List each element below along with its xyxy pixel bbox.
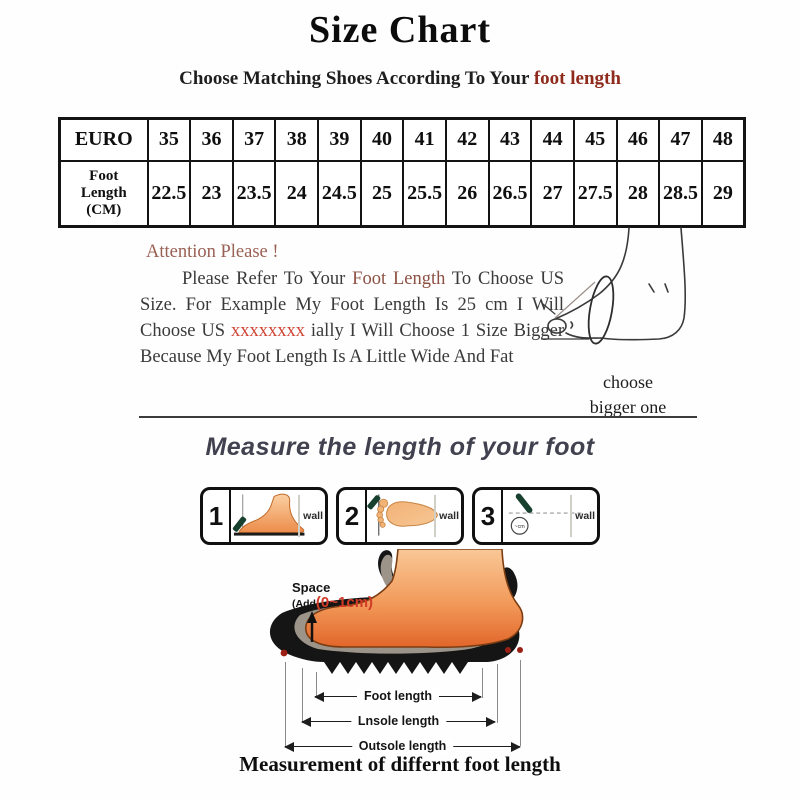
- foot-length-cell: 24: [275, 161, 318, 227]
- choose-note-line: bigger one: [589, 397, 667, 418]
- wall-label: wall: [303, 510, 323, 522]
- arrowhead-left: [284, 742, 294, 752]
- attention-text: To Choose US Size. For Example My Foot Length Is 25 cm I Will Choose US: [140, 269, 564, 341]
- step-number: 1: [203, 490, 231, 542]
- euro-size-cell: 46: [617, 119, 660, 161]
- wall-line: [434, 495, 436, 537]
- foot-length-label-line: (CM): [86, 201, 122, 218]
- euro-size-cell: 36: [190, 119, 233, 161]
- attention-text: Please Refer To Your: [182, 269, 353, 289]
- arrowhead-right: [486, 717, 496, 727]
- step-1-scene: [231, 490, 325, 542]
- foot-length-cell: 27.5: [574, 161, 617, 227]
- measure-section-heading: Measure the length of your foot: [205, 433, 595, 461]
- cm-circle-label: ~cm: [514, 524, 525, 531]
- choose-note-line: choose: [603, 372, 653, 392]
- arrowhead-right: [511, 742, 521, 752]
- euro-size-cell: 40: [361, 119, 404, 161]
- wall-line: [298, 495, 300, 537]
- euro-size-cell: 38: [275, 119, 318, 161]
- measure-label: Lnsole length: [351, 714, 446, 729]
- foot-length-measure: [314, 688, 482, 705]
- attention-text: ially I Will Choose 1 Size Bigger Because My Foot Length Is A Little Wide And Fat: [140, 321, 564, 367]
- space-title: Space: [292, 580, 331, 595]
- foot-length-cell: 22.5: [148, 161, 191, 227]
- page-title: Size Chart: [308, 9, 492, 51]
- foot-length-cell: 28: [617, 161, 660, 227]
- insole-length-measure: [301, 713, 496, 730]
- euro-size-cell: 48: [702, 119, 745, 161]
- subtitle-text: Choose Matching Shoes According To Your: [179, 68, 534, 89]
- foot-length-cell: 23: [190, 161, 233, 227]
- euro-size-cell: 35: [148, 119, 191, 161]
- wall-label: wall: [439, 510, 459, 522]
- foot-length-cell: 26: [446, 161, 489, 227]
- measure-label: Outsole length: [352, 739, 454, 754]
- arrowhead-left: [301, 717, 311, 727]
- measure-step-1: [200, 487, 328, 545]
- guide-line: [497, 664, 498, 723]
- attention-paragraph: [140, 266, 564, 370]
- euro-size-cell: 37: [233, 119, 276, 161]
- foot-length-header-cell: [60, 161, 148, 227]
- guide-line: [520, 660, 521, 746]
- euro-size-cell: 42: [446, 119, 489, 161]
- arrowhead-left: [314, 692, 324, 702]
- size-table-header-row: [60, 119, 745, 161]
- euro-size-cell: 39: [318, 119, 361, 161]
- measure-label: Foot length: [357, 689, 439, 704]
- foot-length-label-line: Length: [80, 184, 127, 201]
- euro-size-cell: 43: [489, 119, 532, 161]
- foot-length-cell: 26.5: [489, 161, 532, 227]
- measure-steps-row: [0, 487, 800, 545]
- euro-header-cell: EURO: [60, 119, 148, 161]
- attention-foot-length-highlight: Foot Length: [352, 269, 446, 289]
- toe-space-label: [292, 580, 373, 612]
- measure-step-2: [336, 487, 464, 545]
- wall-label: wall: [575, 510, 595, 522]
- subtitle: [0, 68, 800, 90]
- step-2-scene: [367, 490, 461, 542]
- foot-length-label-line: Foot: [89, 167, 119, 184]
- foot-length-row: [60, 161, 745, 227]
- step-number: 2: [339, 490, 367, 542]
- attention-heading: Attention Please !: [146, 242, 279, 262]
- measure-step-3: [472, 487, 600, 545]
- euro-size-cell: 45: [574, 119, 617, 161]
- foot-length-cell: 28.5: [659, 161, 702, 227]
- size-table: [58, 117, 746, 228]
- space-range-text: (0~1cm): [315, 594, 374, 611]
- bottom-caption: Measurement of differnt foot length: [239, 752, 561, 776]
- euro-size-cell: 44: [531, 119, 574, 161]
- arrowhead-right: [472, 692, 482, 702]
- euro-size-cell: 47: [659, 119, 702, 161]
- foot-length-cell: 23.5: [233, 161, 276, 227]
- attention-redacted-text: xxxxxxxx: [230, 321, 305, 341]
- guide-line: [285, 662, 286, 746]
- foot-length-cell: 29: [702, 161, 745, 227]
- guide-line: [482, 668, 483, 698]
- subtitle-highlight: foot length: [533, 68, 621, 89]
- euro-size-cell: 41: [403, 119, 446, 161]
- choose-bigger-note: [556, 370, 700, 420]
- step-number: 3: [475, 490, 503, 542]
- foot-tape-sketch: [541, 226, 759, 364]
- foot-length-cell: 25: [361, 161, 404, 227]
- wall-line: [570, 495, 572, 537]
- shoe-cross-section-illustration: [262, 549, 548, 691]
- attention-block: [140, 239, 564, 370]
- foot-length-cell: 25.5: [403, 161, 446, 227]
- foot-length-cell: 27: [531, 161, 574, 227]
- section-divider: [139, 416, 697, 418]
- space-add-text: (Add: [292, 598, 316, 610]
- step-3-scene: [503, 490, 597, 542]
- foot-length-cell: 24.5: [318, 161, 361, 227]
